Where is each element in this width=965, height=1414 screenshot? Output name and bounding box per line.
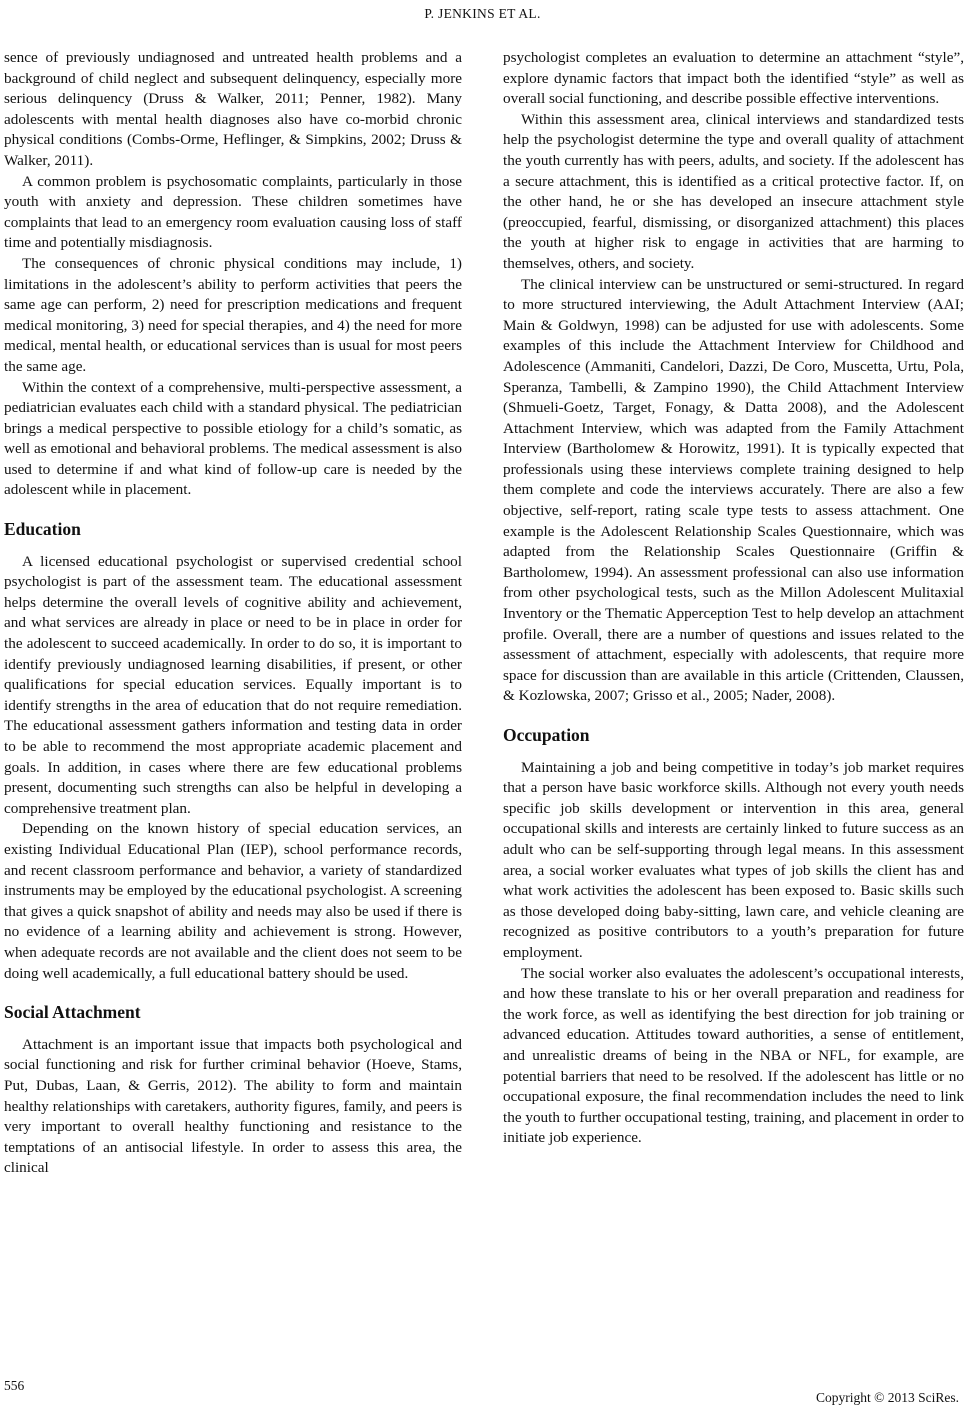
paragraph: A common problem is psychosomatic complaints, particularly in those youth with anxiety and depression. These children sometimes have complaints that lead to an emergency room evaluation causing loss of staff time and potentially misdiagnosis. — [4, 172, 462, 252]
paragraph: Within the context of a comprehensive, multi-perspective assessment, a pediatrician evaluates each child with a standard physical. The pediatrician brings a medical perspective to possible etiology for a child’s somatic, as well as emotional and behavioral problems. The medical assessment is also used to determine if and what kind of follow-up care is needed by the adolescent while in placement. — [4, 378, 462, 499]
paragraph: psychologist completes an evaluation to determine an attachment “style”, explore dynamic factors that impact both the identified “style” as well as overall social functioning, and describe possible effective interventions. — [503, 49, 964, 108]
paragraph: Attachment is an important issue that impacts both psychological and social functioning and risk for further criminal behavior (Hoeve, Stams, Put, Dubas, Laan, & Gerris, 2012). The ability to form and maintain healthy relationships with caretakers, authority figures, family, and peers is very important to overall healthy functioning and resistance to the temptations of an antisocial lifestyle. In order to assess this area, the clinical — [4, 1035, 462, 1177]
paragraph: The clinical interview can be unstructured or semi-structured. In regard to more structured interviewing, the Adult Attachment Interview (AAI; Main & Goldwyn, 1998) can be adjusted for use with adolescents. Some examples of this include the Attachment Interview for Childhood and Adolescence (Ammaniti, Candelori, Dazzi, De Coro, Muscetta, Urtu, Pola, Speranza, Tambelli, & Zampino 1990), the Child Attachment Interview (Shmueli-Goetz, Target, Fonagy, & Datta 2008), and the Adolescent Attachment Interview, which was adapted from the Family Attachment Interview (Bartholomew & Horowitz, 1991). It is typically expected that professionals using these interviews complete training designed to help them complete and code the interviews accurately. There are also a few objective, self-report, rating scale type tests to assess attachment. One example is the Adolescent Relationship Scales Questionnaire, which was adapted from the Relationship Scales Questionnaire (Griffin & Bartholomew, 1994). An assessment professional can also use information from other psychological tests, such as the Millon Adolescent Mulitaxial Inventory or the Thematic Apperception Test to help develop an attachment profile. Overall, there are a number of questions and issues related to the assessment of attachment, especially with adolescents, that require more space for discussion than are available in this article (Crittenden, Claussen, & Kozlowska, 2007; Grisso et al., 2005; Nader, 2008). — [503, 275, 964, 705]
running-head: P. JENKINS ET AL. — [424, 6, 541, 21]
section-heading-education: Education — [4, 519, 81, 540]
paragraph: Maintaining a job and being competitive in today’s job market requires that a person have basic workforce skills. Although not every youth needs specific job skills development or intervention in this area, general occupational skills and interests are certainly linked to future success as an adult who can be self-supporting through legal means. In this assessment area, a social worker evaluates what types of job skills the client has and what work activities the adolescent has been exposed to. Basic skills such as those developed doing baby-sitting, lawn care, and vehicle cleaning are recognized as positive contributors to a youth’s preparation for future employment. — [503, 758, 964, 961]
paragraph: The social worker also evaluates the adolescent’s occupational interests, and how these translate to his or her overall preparation and readiness for the work force, as well as identifying the best direction for job training or advanced education. Attitudes toward authorities, a sense of entitlement, and unrealistic dreams of being in the NBA or NFL, for example, are potential barriers that need to be resolved. If the adolescent has little or no occupational exposure, the final recommendation includes the need to link the youth to further occupational testing, training, and placement in order to initiate job experience. — [503, 964, 964, 1147]
paragraph: The consequences of chronic physical conditions may include, 1) limitations in the adolescent’s ability to perform activities that peers the same age can perform, 2) need for prescription medications and frequent medical monitoring, 3) need for special therapies, and 4) the need for more medical, mental health, or educational services than is usual for most peers the same age. — [4, 254, 462, 375]
paragraph: sence of previously undiagnosed and untreated health problems and a background of child neglect and subsequent delinquency, especially more serious delinquency (Druss & Walker, 2011; Penner, 1982). Many adolescents with mental health diagnoses also have co-morbid chronic physical conditions (Combs-Orme, Heflinger, & Simpkins, 2002; Druss & Walker, 2011). — [4, 49, 462, 169]
page-number: 556 — [4, 1378, 25, 1393]
paragraph: Depending on the known history of special education services, an existing Individual Educational Plan (IEP), school performance records, and recent classroom performance and behavior, a variety of standardized instruments may be employed by the educational psychologist. A screening that gives a quick snapshot of ability and needs may also be used if there is no evidence of a learning ability and achievement is strong. However, when adequate records are not available and the client does not seem to be doing well academically, a full educational battery should be used. — [4, 820, 462, 982]
section-heading-social-attachment: Social Attachment — [4, 1002, 141, 1023]
copyright-notice: Copyright © 2013 SciRes. — [815, 1390, 959, 1405]
paragraph: Within this assessment area, clinical interviews and standardized tests help the psychologist determine the type and overall quality of attachment the youth currently has with peers, adults, and society. If the adolescent has a secure attachment, this is identified as a critical protective factor. If, on the other hand, he or she has developed an insecure attachment style (preoccupied, fearful, dismissing, or disorganized attachment) this places the youth at higher risk to engage in activities that are harming to themselves, others, and society. — [503, 110, 964, 272]
left-column — [4, 48, 462, 1179]
paragraph: A licensed educational psychologist or supervised credential school psychologist is part of the assessment team. The educational assessment helps determine the overall levels of cognitive ability and achievement, and what services are already in place or need to be in place in order for the adolescent to succeed academically. In order to do so, it is important to identify previously undiagnosed learning disabilities, if present, or other qualifications for special education services. Equally important is to identify strengths in the area of education that do not require remediation. The educational assessment gathers information and testing data in order to be able to recommend the most appropriate academic placement and goals. In addition, in cases where there are few educational problems present, documenting such strengths can also be helpful in developing a comprehensive treatment plan. — [4, 552, 462, 817]
section-heading-occupation: Occupation — [503, 725, 590, 745]
right-column — [503, 48, 964, 1149]
